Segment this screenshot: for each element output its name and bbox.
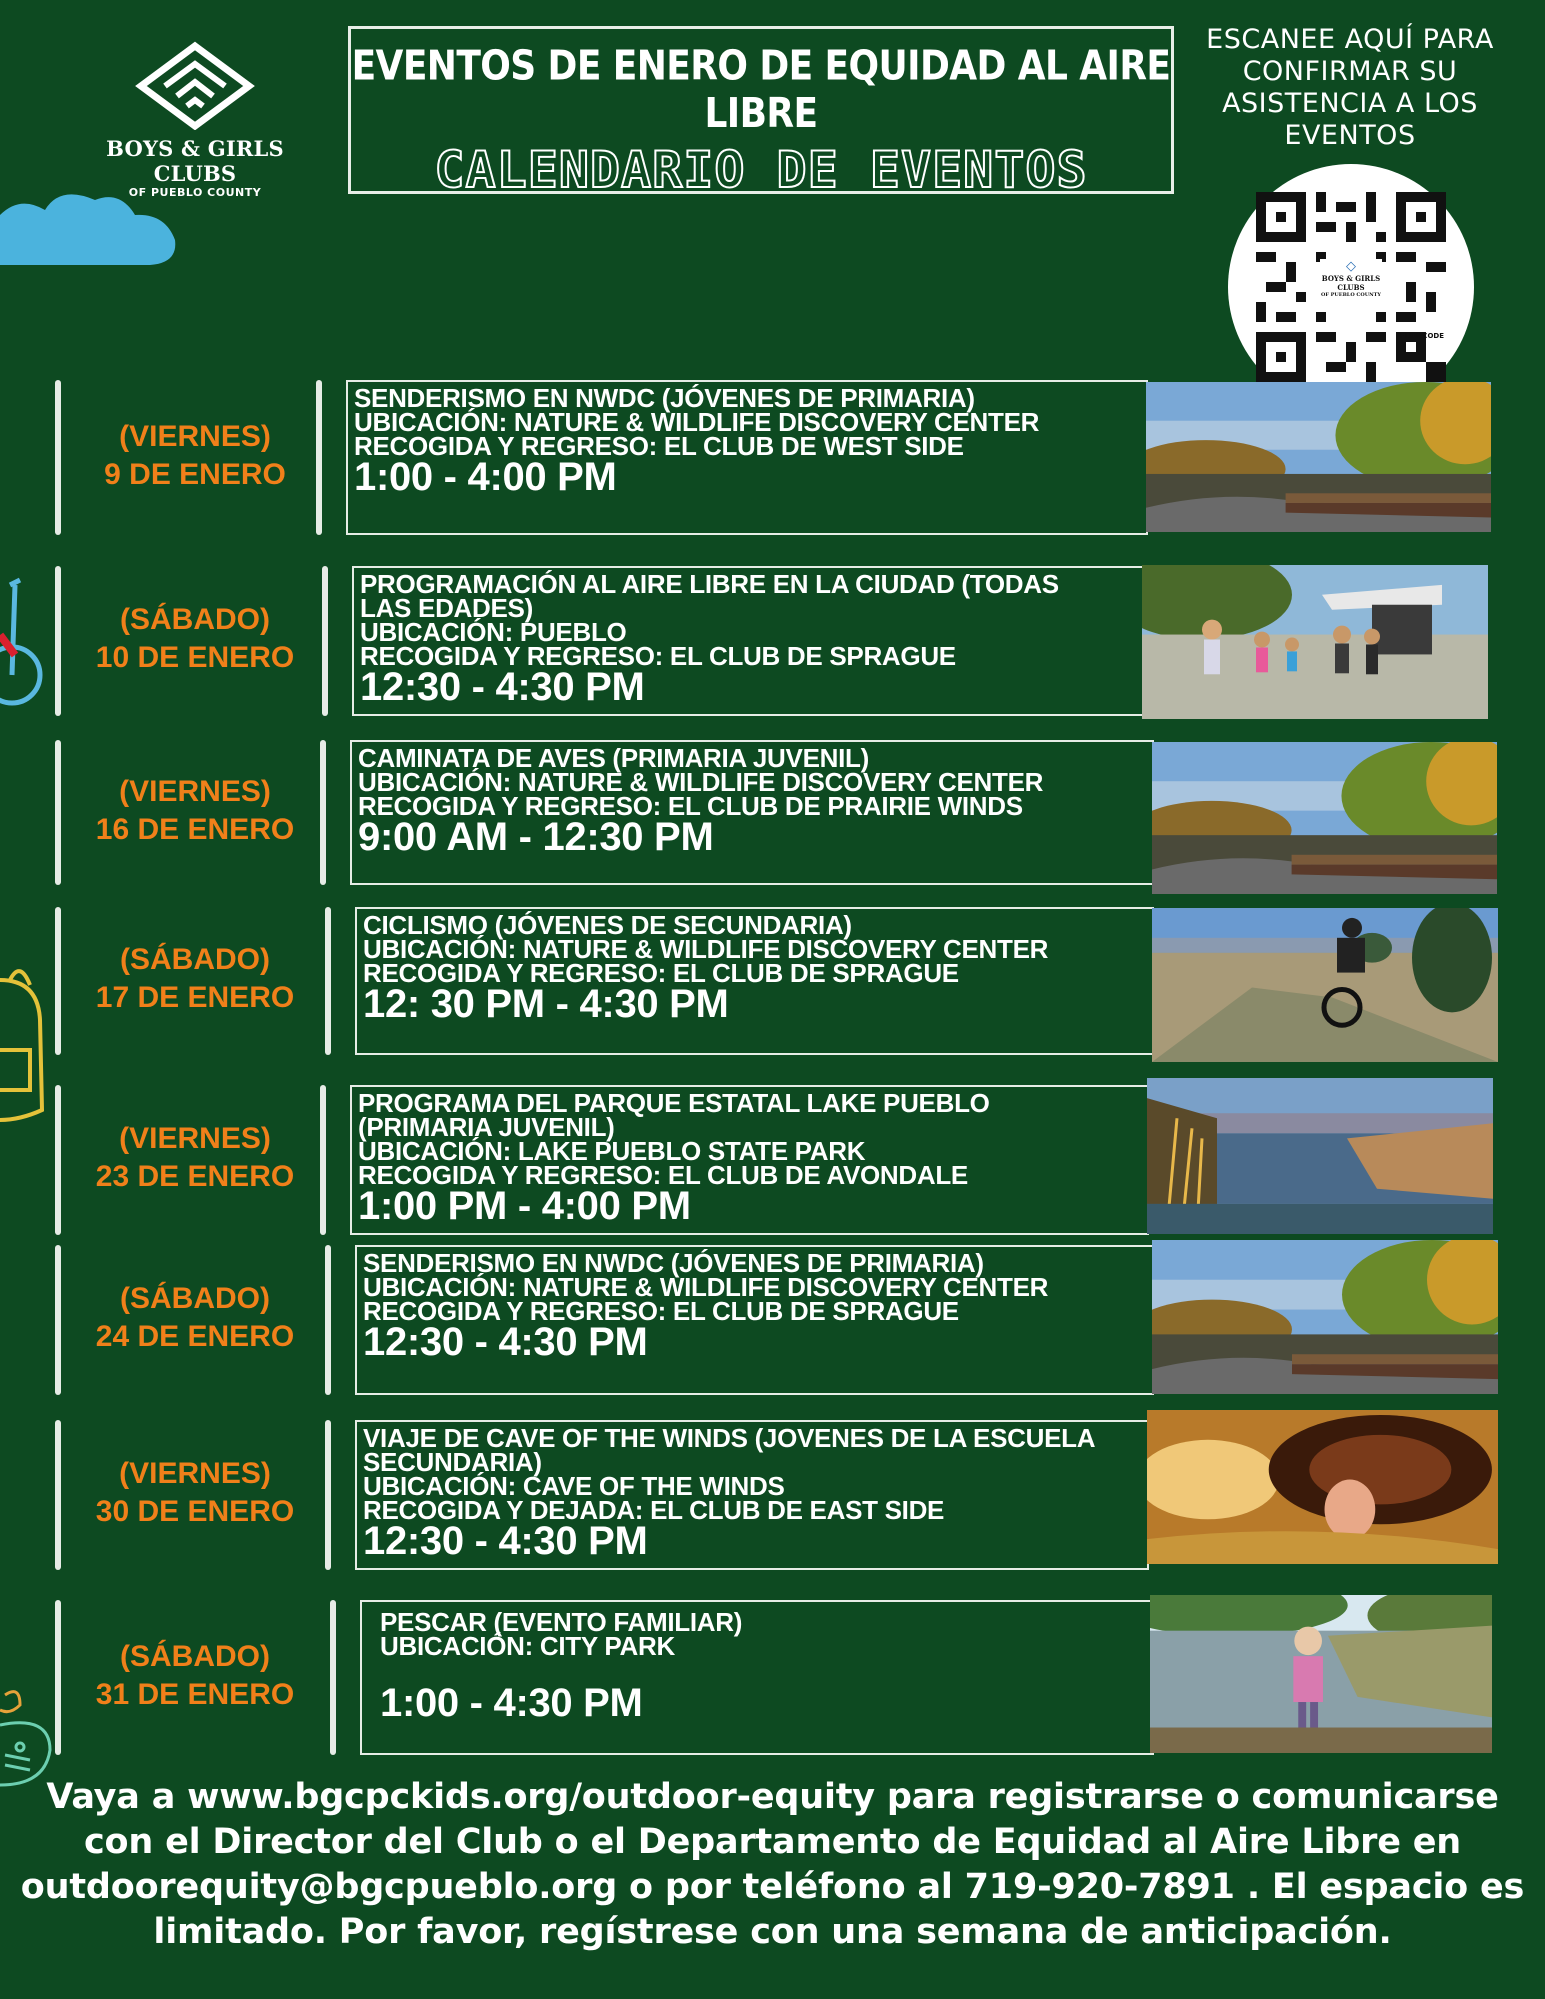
org-name: BOYS & GIRLS CLUBS	[106, 136, 284, 186]
event-line: PROGRAMA DEL PARQUE ESTATAL LAKE PUEBLO	[358, 1088, 990, 1118]
event-photo	[1152, 1240, 1498, 1394]
event-line: UBICACIÓN: CITY PARK	[380, 1631, 675, 1661]
event-day: 31 DE ENERO	[95, 1677, 295, 1711]
event-line: UBICACIÓN: NATURE & WILDLIFE DISCOVERY CENTER	[363, 934, 1049, 964]
page-title: EVENTOS DE ENERO DE EQUIDAD AL AIRE LIBRE	[351, 42, 1171, 138]
event-time: 12:30 - 4:30 PM	[363, 1320, 648, 1364]
event-details	[363, 1248, 1140, 1364]
event-date	[60, 1638, 330, 1714]
bicycle-icon	[0, 575, 50, 715]
event-day: 24 DE ENERO	[95, 1320, 295, 1353]
event-day: 23 DE ENERO	[95, 1160, 295, 1193]
event-line: SENDERISMO EN NWDC (JÓVENES DE PRIMARIA)	[363, 1248, 984, 1278]
event-line: LAS EDADES)	[360, 593, 533, 623]
qr-badge-name: BOYS & GIRLS CLUBS	[1321, 274, 1381, 292]
backpack-icon	[0, 960, 50, 1135]
qr-center-badge: ◇ BOYS & GIRLS CLUBS OF PUEBLO COUNTY	[1320, 259, 1382, 309]
event-line: UBICACIÓN: CAVE OF THE WINDS	[363, 1471, 785, 1501]
qr-caption: ESCANEE AQUÍ PARA CONFIRMAR SU ASISTENCIA A LOS EVENTOS	[1206, 24, 1494, 151]
event-line: PROGRAMACIÓN AL AIRE LIBRE EN LA CIUDAD (TODAS	[360, 569, 1059, 599]
event-photo	[1150, 1595, 1492, 1753]
header-box	[348, 26, 1174, 199]
event-time: 12: 30 PM - 4:30 PM	[363, 982, 729, 1026]
event-weekday: (VIERNES)	[119, 1457, 271, 1490]
event-line: RECOGIDA Y REGRESO: EL CLUB DE AVONDALE	[358, 1160, 968, 1190]
event-details	[363, 1423, 1135, 1563]
rsvp-qr-code[interactable]	[1228, 164, 1474, 410]
event-photo	[1147, 1410, 1498, 1564]
event-photo	[1146, 382, 1491, 532]
event-time: 12:30 - 4:30 PM	[363, 1519, 648, 1563]
event-photo	[1152, 742, 1497, 894]
event-weekday: (SÁBADO)	[120, 1282, 270, 1315]
event-line: UBICACIÓN: NATURE & WILDLIFE DISCOVERY CENTER	[363, 1272, 1049, 1302]
club-logo	[70, 40, 320, 199]
event-photo	[1152, 908, 1498, 1062]
event-line: SECUNDARIA)	[363, 1447, 542, 1477]
event-line: PESCAR (EVENTO FAMILIAR)	[380, 1607, 743, 1637]
event-date	[60, 1455, 330, 1531]
event-day: 16 DE ENERO	[95, 812, 295, 846]
event-date	[60, 418, 330, 494]
event-day: 17 DE ENERO	[95, 981, 295, 1014]
event-line: UBICACIÓN: LAKE PUEBLO STATE PARK	[358, 1136, 866, 1166]
divider-bar	[330, 1600, 336, 1755]
event-time: 1:00 PM - 4:00 PM	[358, 1184, 691, 1228]
event-weekday: (VIERNES)	[119, 774, 271, 808]
event-time: 9:00 AM - 12:30 PM	[358, 815, 714, 859]
event-details	[358, 743, 1140, 859]
event-line: UBICACIÓN: NATURE & WILDLIFE DISCOVERY CENTER	[358, 767, 1044, 797]
cloud-icon	[0, 185, 180, 275]
event-weekday: (SÁBADO)	[120, 943, 270, 976]
event-photo	[1147, 1078, 1493, 1234]
event-line: CAMINATA DE AVES (PRIMARIA JUVENIL)	[358, 743, 869, 773]
event-photo	[1142, 565, 1488, 719]
event-date	[60, 601, 330, 677]
event-date	[60, 941, 330, 1017]
hands-logo-icon	[135, 40, 255, 130]
event-line: UBICACIÓN: NATURE & WILDLIFE DISCOVERY CENTER	[354, 407, 1040, 437]
event-line: (PRIMARIA JUVENIL)	[358, 1112, 615, 1142]
event-line: SENDERISMO EN NWDC (JÓVENES DE PRIMARIA)	[354, 383, 975, 413]
event-day: 9 DE ENERO	[104, 457, 286, 491]
event-time: 1:00 - 4:00 PM	[354, 455, 617, 499]
page-subtitle: CALENDARIO DE EVENTOS	[434, 141, 1088, 199]
event-date	[60, 773, 330, 849]
event-details	[360, 569, 1130, 709]
event-weekday: (VIERNES)	[119, 419, 271, 453]
qr-badge-subname: OF PUEBLO COUNTY	[1321, 292, 1381, 298]
registration-info: Vaya a www.bgcpckids.org/outdoor-equity para registrarse o comunicarse con el Director del Club o el Departamento de Equidad al Aire Libre en outdoorequity@bgcpueblo.org o por teléfono al 719-920-7891 . El espacio es limitado. Por favor, regístrese con una semana de anticipación.	[20, 1777, 1525, 1952]
event-details	[363, 910, 1140, 1026]
event-weekday: (SÁBADO)	[120, 1639, 270, 1673]
event-line: RECOGIDA Y REGRESO: EL CLUB DE SPRAGUE	[363, 958, 959, 988]
event-details	[380, 1607, 1152, 1725]
org-subname: OF PUEBLO COUNTY	[128, 186, 262, 199]
event-line: RECOGIDA Y REGRESO: EL CLUB DE WEST SIDE	[354, 431, 964, 461]
event-line: RECOGIDA Y REGRESO: EL CLUB DE SPRAGUE	[363, 1296, 959, 1326]
event-weekday: (SÁBADO)	[120, 603, 270, 636]
event-line: RECOGIDA Y REGRESO: EL CLUB DE SPRAGUE	[360, 641, 956, 671]
event-details	[358, 1088, 1135, 1228]
event-day: 30 DE ENERO	[95, 1495, 295, 1528]
event-line: UBICACIÓN: PUEBLO	[360, 617, 627, 647]
event-time: 1:00 - 4:30 PM	[380, 1681, 643, 1725]
event-date	[60, 1280, 330, 1356]
event-date	[60, 1120, 330, 1196]
event-time: 12:30 - 4:30 PM	[360, 665, 645, 709]
event-line: RECOGIDA Y REGRESO: EL CLUB DE PRAIRIE WINDS	[358, 791, 1023, 821]
event-line: CICLISMO (JÓVENES DE SECUNDARIA)	[363, 910, 852, 940]
event-line: VIAJE DE CAVE OF THE WINDS (JOVENES DE LA ESCUELA	[363, 1423, 1096, 1453]
event-weekday: (VIERNES)	[119, 1122, 271, 1155]
event-details	[354, 383, 1134, 499]
event-line: RECOGIDA Y DEJADA: EL CLUB DE EAST SIDE	[363, 1495, 945, 1525]
event-day: 10 DE ENERO	[95, 641, 295, 674]
qr-brand: FLOWCODE	[1399, 332, 1444, 340]
